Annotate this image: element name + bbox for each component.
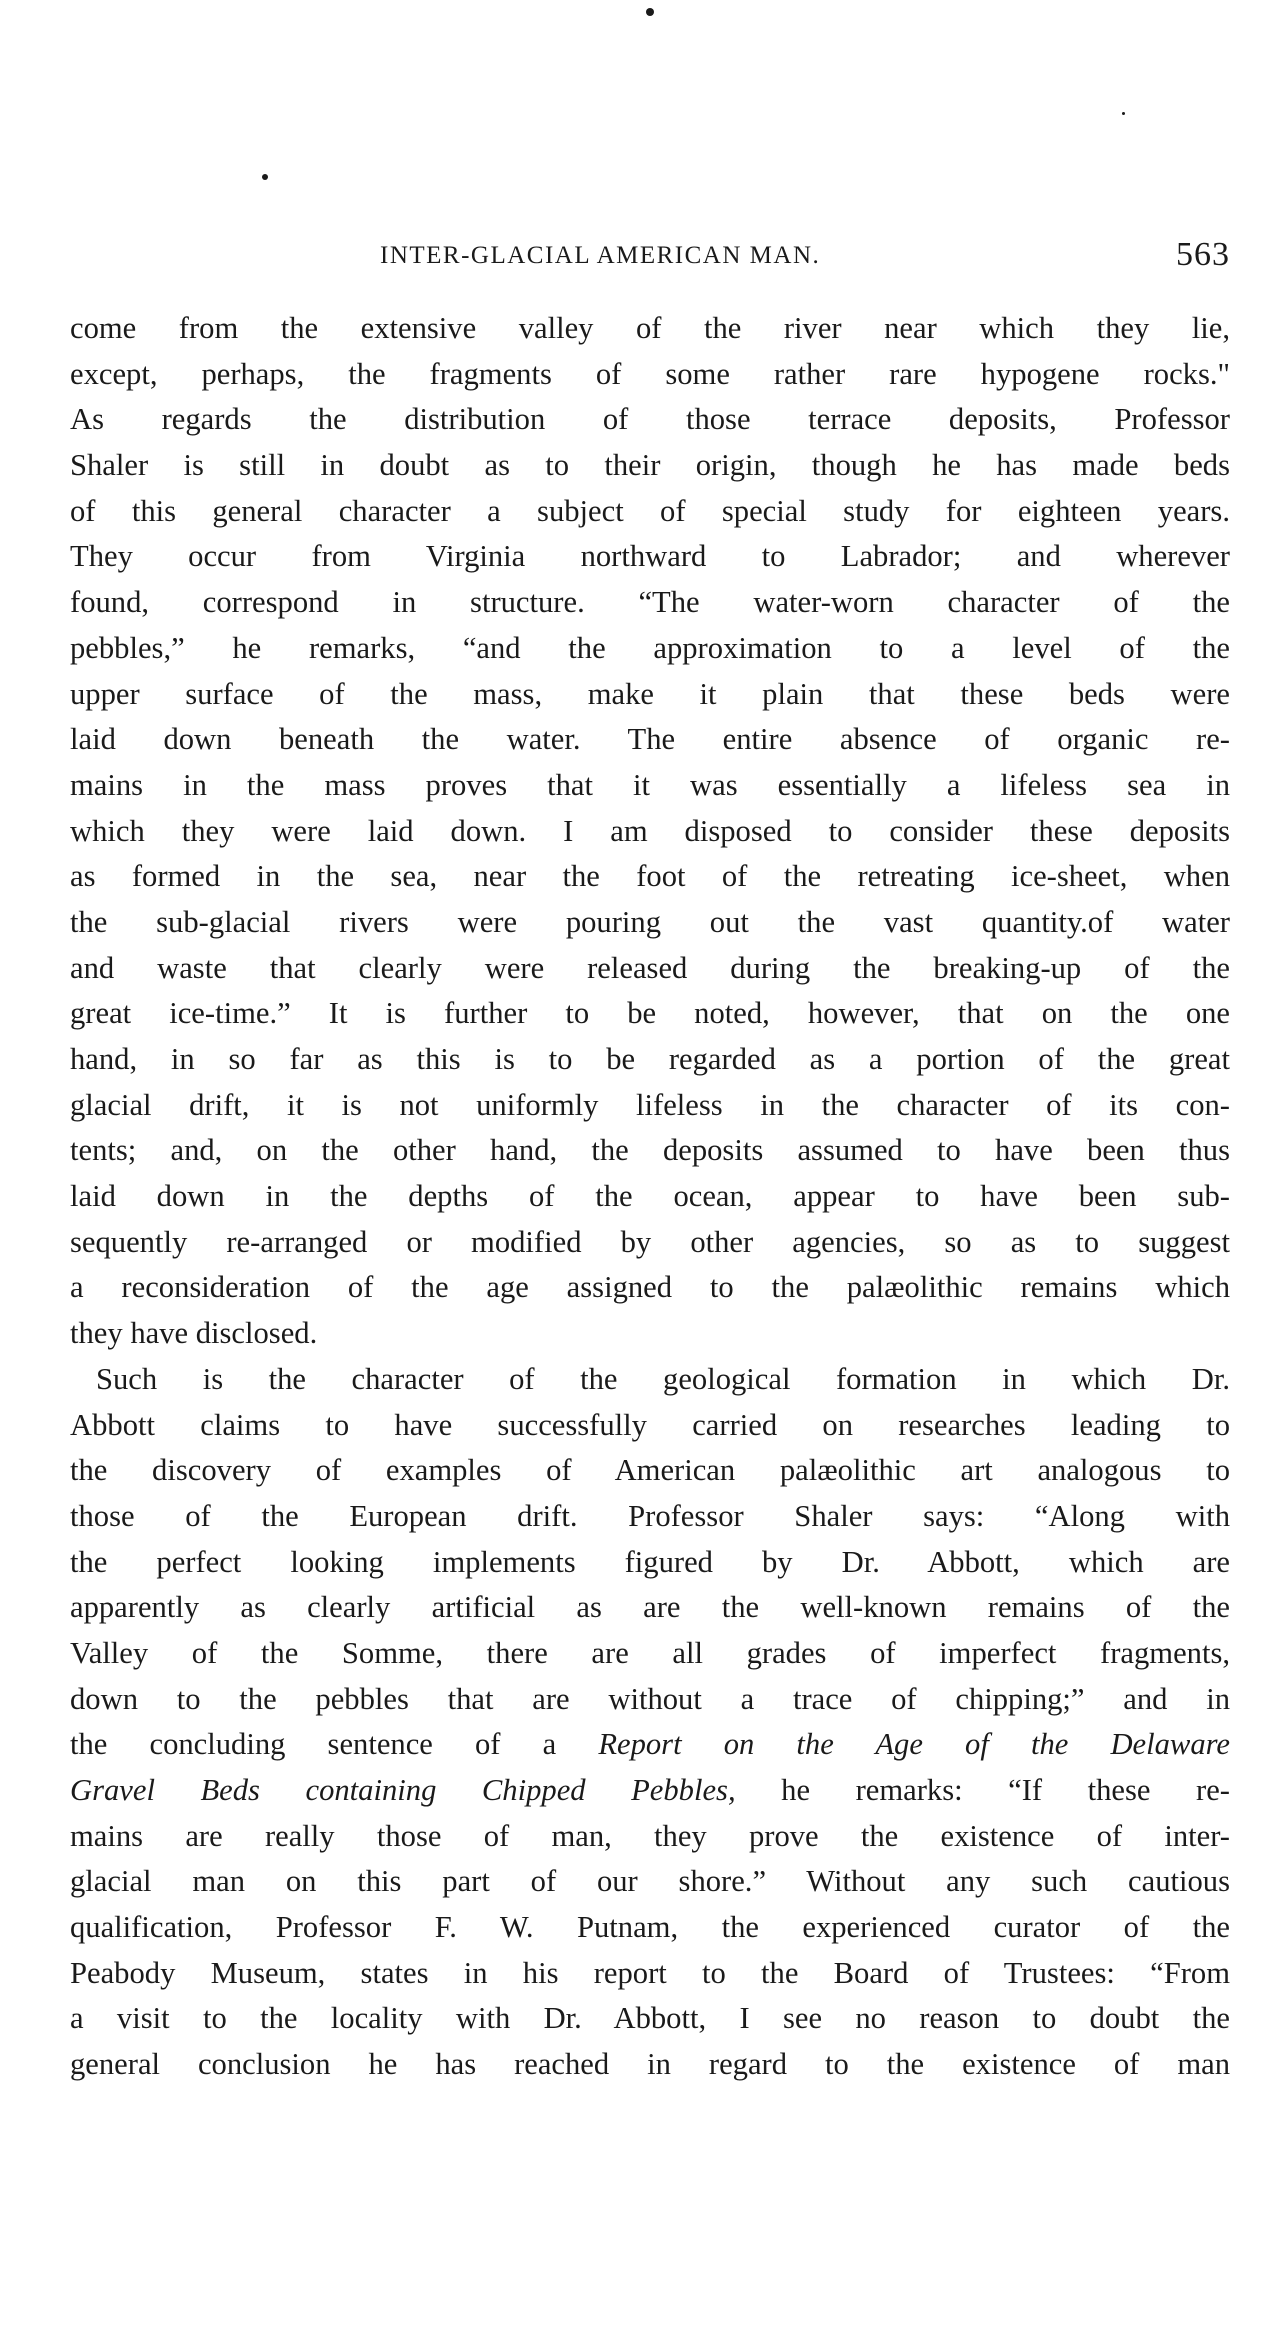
ink-speck xyxy=(1122,112,1125,115)
text-line: a reconsideration of the age assigned to the palæolithic remains which xyxy=(70,1270,1230,1305)
text-line: qualification, Professor F. W. Putnam, the experienced curator of the xyxy=(70,1910,1230,1945)
text-line: mains are really those of man, they prove the existence of inter- xyxy=(70,1818,1230,1853)
text-line: glacial man on this part of our shore.” Without any such cautious xyxy=(70,1864,1230,1899)
text-line: tents; and, on the other hand, the deposits assumed to have been thus xyxy=(70,1133,1230,1168)
ink-speck xyxy=(262,174,268,180)
page-header xyxy=(70,236,1230,276)
paragraph-1 xyxy=(70,306,1230,1357)
paragraph-2 xyxy=(70,1357,1230,2088)
text-line: glacial drift, it is not uniformly lifeless in the character of its con- xyxy=(70,1087,1230,1122)
text-line: Shaler is still in doubt as to their origin, though he has made beds xyxy=(70,448,1230,483)
text-line: the discovery of examples of American palæolithic art analogous to xyxy=(70,1453,1230,1488)
page-number: 563 xyxy=(1176,236,1230,273)
text-line-with-title xyxy=(70,1768,1230,1814)
ink-speck xyxy=(646,8,654,16)
text-line: Valley of the Somme, there are all grades of imperfect fragments, xyxy=(70,1635,1230,1670)
text-line: mains in the mass proves that it was essentially a lifeless sea in xyxy=(70,767,1230,802)
text-line: and waste that clearly were released during the breaking-up of the xyxy=(70,950,1230,985)
text-line: general conclusion he has reached in regard to the existence of man xyxy=(70,2047,1230,2082)
report-title-part-2: Gravel Beds containing Chipped Pebbles, xyxy=(70,1773,736,1807)
text-line: which they were laid down. I am disposed to consider these deposits xyxy=(70,813,1230,848)
text-line: apparently as clearly artificial as are the well-known remains of the xyxy=(70,1590,1230,1625)
text-line: down to the pebbles that are without a trace of chipping;” and in xyxy=(70,1681,1230,1716)
text-line-with-title xyxy=(70,1722,1230,1768)
text-line: Peabody Museum, states in his report to the Board of Trustees: “From xyxy=(70,1955,1230,1990)
text-line: except, perhaps, the fragments of some rather rare hypogene rocks." xyxy=(70,356,1230,391)
report-title-part-1: Report on the Age of the Delaware xyxy=(598,1727,1230,1762)
text-line: laid down in the depths of the ocean, appear to have been sub- xyxy=(70,1179,1230,1214)
text-line: of this general character a subject of special study for eighteen years. xyxy=(70,493,1230,528)
text-line: the perfect looking implements figured by Dr. Abbott, which are xyxy=(70,1544,1230,1579)
text-line: come from the extensive valley of the river near which they lie, xyxy=(70,311,1230,345)
line-prefix: the concluding sentence of a xyxy=(70,1727,557,1762)
text-line: pebbles,” he remarks, “and the approximation to a level of the xyxy=(70,630,1230,665)
text-line: They occur from Virginia northward to Labrador; and wherever xyxy=(70,539,1230,574)
text-line: the sub-glacial rivers were pouring out the vast quantity.of water xyxy=(70,904,1230,939)
running-title: INTER-GLACIAL AMERICAN MAN. xyxy=(380,242,821,269)
text-line: laid down beneath the water. The entire absence of organic re- xyxy=(70,722,1230,757)
line-suffix: he remarks: “If these re- xyxy=(781,1773,1230,1807)
text-line: sequently re-arranged or modified by other agencies, so as to suggest xyxy=(70,1224,1230,1259)
text-line: great ice-time.” It is further to be noted, however, that on the one xyxy=(70,996,1230,1031)
text-line: they have disclosed. xyxy=(70,1316,318,1351)
text-line: as formed in the sea, near the foot of the retreating ice-sheet, when xyxy=(70,859,1230,894)
page-body xyxy=(70,306,1230,2088)
text-line: hand, in so far as this is to be regarded as a portion of the great xyxy=(70,1042,1230,1076)
text-line: those of the European drift. Professor Shaler says: “Along with xyxy=(70,1498,1230,1533)
text-line: Abbott claims to have successfully carried on researches leading to xyxy=(70,1407,1230,1442)
text-line: Such is the character of the geological formation in which Dr. xyxy=(96,1361,1230,1396)
text-line: As regards the distribution of those terrace deposits, Professor xyxy=(70,402,1230,437)
text-line: found, correspond in structure. “The water-worn character of the xyxy=(70,585,1230,620)
text-line: a visit to the locality with Dr. Abbott, I see no reason to doubt the xyxy=(70,2001,1230,2036)
text-line: upper surface of the mass, make it plain that these beds were xyxy=(70,676,1230,711)
